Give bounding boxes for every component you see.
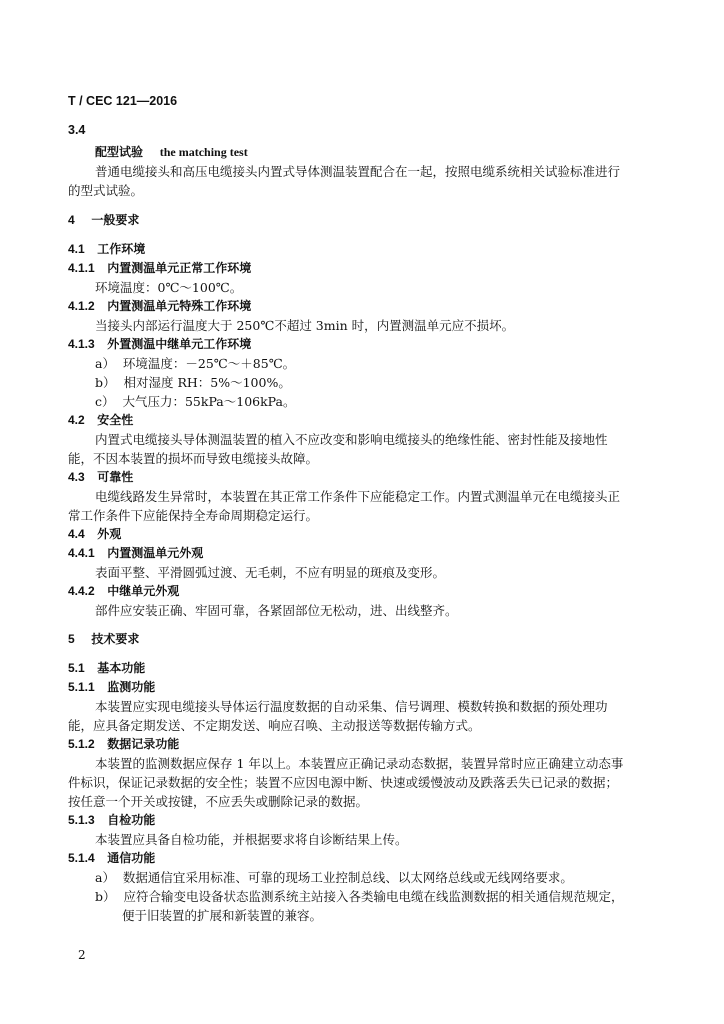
subsection-number: 5.1.4	[68, 851, 95, 865]
section-heading	[68, 659, 145, 676]
subsection-heading	[68, 735, 179, 752]
section-number: 4.3	[68, 470, 85, 484]
paragraph-line: 表面平整、平滑圆弧过渡、无毛刺，不应有明显的斑痕及变形。	[95, 565, 446, 580]
subsection-number: 5.1.1	[68, 680, 95, 694]
term-zh: 配型试验	[95, 145, 144, 159]
paragraph-line: 部件应安装正确、牢固可靠，各紧固部位无松动，进、出线整齐。	[95, 603, 458, 618]
list-item	[95, 392, 296, 410]
list-text: 数据通信宜采用标准、可靠的现场工业控制总线、以太网络总线或无线网络要求。	[122, 870, 573, 885]
subsection-title: 数据记录功能	[107, 737, 180, 751]
document-header: T / CEC 121—2016	[68, 94, 178, 108]
section-heading	[68, 240, 145, 257]
paragraph-line: 当接头内部运行温度大于 250℃不超过 3min 时，内置测温单元应不损坏。	[95, 318, 515, 333]
subsection-heading	[68, 582, 179, 599]
section-heading	[68, 411, 133, 428]
section-number: 4.1	[68, 242, 85, 256]
paragraph-line: 的型式试验。	[68, 183, 144, 198]
chapter-number: 4	[68, 213, 75, 227]
list-label: a）	[95, 870, 115, 885]
list-item	[95, 373, 291, 391]
section-title: 基本功能	[97, 661, 146, 675]
paragraph-line: 本装置应具备自检功能，并根据要求将自诊断结果上传。	[95, 832, 408, 847]
subsection-number: 4.1.3	[68, 337, 95, 351]
section-title: 可靠性	[97, 470, 134, 484]
section-number: 5.1	[68, 661, 85, 675]
section-title: 外观	[97, 527, 122, 541]
subsection-number: 4.1.1	[68, 261, 95, 275]
section-number: 4.2	[68, 413, 85, 427]
subsection-heading	[68, 335, 251, 352]
section-title: 工作环境	[97, 242, 146, 256]
subsection-title: 自检功能	[107, 813, 156, 827]
section-title: 安全性	[97, 413, 134, 427]
subsection-number: 5.1.2	[68, 737, 95, 751]
subsection-title: 中继单元外观	[107, 584, 180, 598]
list-text: 应符合输变电设备状态监测系统主站接入各类输电电缆在线监测数据的相关通信规范规定，	[123, 889, 624, 904]
subsection-heading	[68, 259, 251, 276]
subsection-title: 内置测温单元正常工作环境	[107, 261, 252, 275]
list-item-continuation: 便于旧装置的扩展和新装置的兼容。	[122, 908, 323, 923]
subsection-title: 通信功能	[107, 851, 156, 865]
paragraph-line: 环境温度：0℃～100℃。	[95, 280, 243, 295]
section-number: 3.4	[68, 123, 86, 137]
page-number: 2	[78, 948, 86, 962]
list-label: c）	[95, 394, 115, 409]
paragraph-line: 常工作条件下应能保持全寿命周期稳定运行。	[68, 508, 319, 523]
subsection-number: 4.1.2	[68, 299, 95, 313]
list-text: 大气压力：55kPa～106kPa。	[122, 394, 296, 409]
paragraph-line: 能，应具备定期发送、不定期发送、响应召唤、主动报送等数据传输方式。	[68, 718, 481, 733]
subsection-number: 4.4.1	[68, 546, 95, 560]
section-number: 4.4	[68, 527, 85, 541]
subsection-title: 监测功能	[107, 680, 156, 694]
paragraph-line: 内置式电缆接头导体测温装置的植入不应改变和影响电缆接头的绝缘性能、密封性能及接地性	[95, 432, 608, 447]
section-title	[95, 143, 248, 160]
subsection-heading	[68, 544, 203, 561]
paragraph-line: 能，不因本装置的损坏而导致电缆接头故障。	[68, 451, 319, 466]
list-text: 相对湿度 RH：5%～100%。	[123, 375, 291, 390]
paragraph-line: 电缆线路发生异常时，本装置在其正常工作条件下应能稳定工作。内置式测温单元在电缆接头正	[95, 489, 621, 504]
paragraph-line: 本装置的监测数据应保存 1 年以上。本装置应正确记录动态数据，装置异常时应正确建立动态事	[95, 756, 624, 771]
list-item	[95, 868, 573, 886]
chapter-title: 技术要求	[91, 632, 140, 646]
subsection-number: 5.1.3	[68, 813, 95, 827]
paragraph-line: 件标识，保证记录数据的安全性；装置不应因电源中断、快速或缓慢波动及跌落丢失已记录的数据；	[68, 775, 619, 790]
subsection-heading	[68, 811, 155, 828]
subsection-title: 外置测温中继单元工作环境	[107, 337, 252, 351]
term-en: the matching test	[159, 145, 248, 159]
chapter-title: 一般要求	[91, 213, 140, 227]
subsection-title: 内置测温单元外观	[107, 546, 204, 560]
chapter-heading	[68, 211, 139, 228]
section-heading	[68, 468, 133, 485]
subsection-number: 4.4.2	[68, 584, 95, 598]
paragraph-line: 普通电缆接头和高压电缆接头内置式导体测温装置配合在一起，按照电缆系统相关试验标准进行	[95, 164, 621, 179]
paragraph-line: 按任意一个开关或按键，不应丢失或删除记录的数据。	[68, 794, 369, 809]
chapter-heading	[68, 630, 139, 647]
list-label: b）	[95, 375, 116, 390]
paragraph-line: 本装置应实现电缆接头导体运行温度数据的自动采集、信号调理、模数转换和数据的预处理功	[95, 699, 608, 714]
list-label: b）	[95, 889, 116, 904]
list-item	[95, 354, 295, 372]
list-item	[95, 887, 623, 905]
subsection-heading	[68, 678, 155, 695]
chapter-number: 5	[68, 632, 75, 646]
list-label: a）	[95, 356, 115, 371]
list-text: 环境温度：－25℃～＋85℃。	[122, 356, 296, 371]
section-heading	[68, 525, 121, 542]
subsection-heading	[68, 849, 155, 866]
subsection-heading	[68, 297, 251, 314]
subsection-title: 内置测温单元特殊工作环境	[107, 299, 252, 313]
